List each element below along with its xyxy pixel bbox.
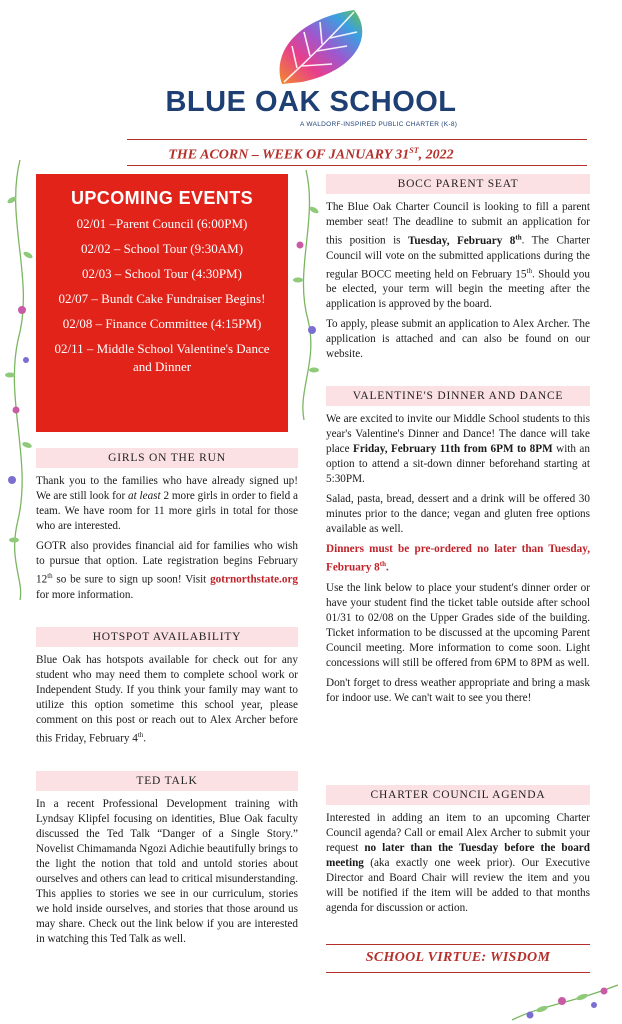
- hotspot-section: [36, 627, 298, 747]
- gotr-link[interactable]: gotrnorthstate.org: [210, 573, 298, 586]
- ted-talk-section: [36, 771, 298, 947]
- section-paragraph: Use the link below to place your student's dinner order or have your student find the ticket table outside after school 01/31 to 02/08 on the Upper Grades side of the building. Ticket information to be discussed at the upcoming Parent Council meeting. More information to come soon. Light concessions will still be offered from 6PM to 8PM as well.: [326, 581, 590, 669]
- upcoming-events-box: [36, 174, 288, 432]
- event-item: 02/07 – Bundt Cake Fundraiser Begins!: [58, 291, 266, 306]
- preorder-notice: Dinners must be pre-ordered no later than Tuesday, February 8th.: [326, 543, 590, 574]
- section-heading: HOTSPOT AVAILABILITY: [36, 627, 298, 647]
- section-paragraph: Interested in adding an item to an upcoming Charter Council agenda? Call or email Alex Archer to submit your request no later than the Tuesday before the board meeting (aka exactly one week prior). Our Executive Director and Board Chair will review the item and you will be notified if the item will be added to that months agenda for discussion or action.: [326, 812, 590, 914]
- bocc-section: [326, 174, 590, 362]
- newsletter-title: THE ACORN – WEEK OF JANUARY 31ST, 2022: [168, 146, 454, 163]
- virtue-divider-top: [326, 944, 590, 945]
- valentines-section: [326, 386, 590, 706]
- section-paragraph: Blue Oak has hotspots available for check out for any student who may need them to complete school work or Independent Study. If you think your family may want to utilize this option sometime this school year, please comment on this post or reach out to Alex Archer before this Friday, February 4th.: [36, 654, 298, 745]
- school-tagline: A WALDORF-INSPIRED PUBLIC CHARTER (K-8): [300, 121, 458, 128]
- section-paragraph: The Blue Oak Charter Council is looking to fill a parent member seat! The deadline to submit an application for this position is Tuesday, February 8th. The Charter Council will vote on the submitted applications during the regular BOCC meeting held on February 15th. Should you be elected, your term will begin the meeting after the application is approved by the board.: [326, 201, 590, 311]
- virtue-divider-bottom: [326, 972, 590, 973]
- floral-corner-icon: [512, 975, 618, 1024]
- title-divider: [127, 165, 587, 166]
- section-paragraph: Salad, pasta, bread, dessert and a drink will be offered 30 minutes prior to the dance; vegan and gluten free options available as well.: [326, 493, 590, 535]
- girls-on-the-run-section: [36, 448, 298, 603]
- section-heading: CHARTER COUNCIL AGENDA: [326, 785, 590, 805]
- event-item: 02/02 – School Tour (9:30AM): [80, 241, 244, 256]
- leaf-logo-icon: [262, 6, 382, 90]
- event-item: 02/11 – Middle School Valentine's Dance and Dinner: [54, 341, 270, 374]
- section-paragraph: In a recent Professional Development training with Lyndsay Klipfel focusing on identities, Blue Oak faculty discussed the Ted Talk “Danger of a Single Story.” Novelist Chimamanda Ngozi Adichie beautifully brings to the light the notion that told and untold stories about ourselves and others can lead to critical misunderstanding. This applies to stories we see in our curriculum, stories we hold inside ourselves, and stories that those around us may share. Check out the link below if you are interested in watching this Ted Talk as well.: [36, 798, 298, 945]
- section-heading: VALENTINE'S DINNER AND DANCE: [326, 386, 590, 406]
- section-paragraph: We are excited to invite our Middle School students to this year's Valentine's Dinner and Dance! The dance will take place Friday, February 11th from 6PM to 8PM with an option to attend a sit-down dinner beforehand starting at 5:30PM.: [326, 413, 590, 485]
- section-paragraph: GOTR also provides financial aid for families who wish to pursue that option. Late registration begins February 12th so be sure to sign up soon! Visit gotrnorthstate.org for more information.: [36, 540, 298, 601]
- floral-vine-left-icon: [0, 160, 40, 600]
- event-item: 02/08 – Finance Committee (4:15PM): [62, 316, 262, 331]
- floral-vine-right-icon: [288, 170, 324, 420]
- event-item: 02/03 – School Tour (4:30PM): [82, 266, 242, 281]
- section-heading: BOCC PARENT SEAT: [326, 174, 590, 194]
- agenda-section: [326, 785, 590, 916]
- upcoming-events-title: UPCOMING EVENTS: [70, 188, 254, 208]
- section-heading: TED TALK: [36, 771, 298, 791]
- section-paragraph: Thank you to the families who have already signed up! We are still look for at least 2 more girls in order to field a team. We have room for 11 more girls in total for those who are interested.: [36, 475, 298, 532]
- school-virtue: SCHOOL VIRTUE: WISDOM: [365, 950, 551, 965]
- header-divider: [127, 139, 587, 140]
- event-item: 02/01 –Parent Council (6:00PM): [76, 216, 248, 231]
- school-name: BLUE OAK SCHOOL: [165, 86, 457, 118]
- section-paragraph: Don't forget to dress weather appropriate and bring a mask for indoor use. We can't wait to see you there!: [326, 676, 590, 704]
- section-heading: GIRLS ON THE RUN: [36, 448, 298, 468]
- section-paragraph: To apply, please submit an application to Alex Archer. The application is attached and can also be found on our website.: [326, 318, 590, 361]
